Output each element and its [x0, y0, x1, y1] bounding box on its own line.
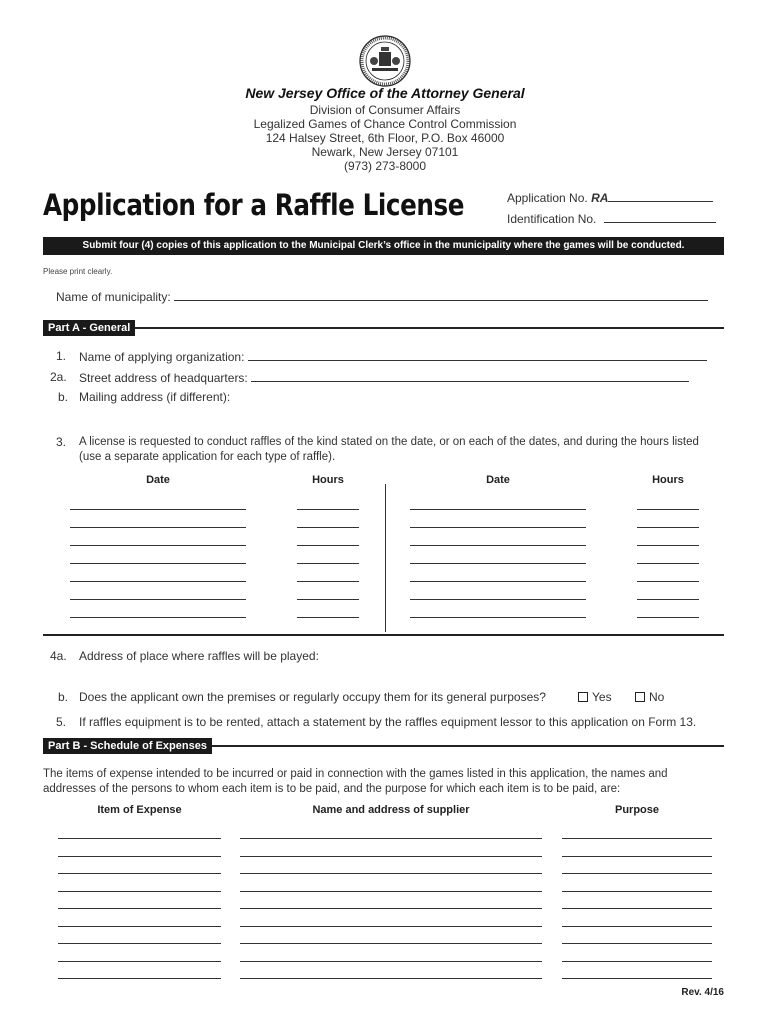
org-name-label: Name of applying organization:: [79, 350, 245, 364]
expense-item-line[interactable]: [58, 891, 221, 892]
q2a-number: 2a.: [50, 370, 67, 384]
hours-entry-line[interactable]: [637, 581, 699, 582]
col-date-right: Date: [486, 474, 510, 486]
hours-entry-line[interactable]: [637, 545, 699, 546]
city-address: Newark, New Jersey 07101: [311, 145, 459, 159]
premises-question: Does the applicant own the premises or regularly occupy them for its general purposes?: [79, 690, 546, 704]
yes-label: Yes: [592, 690, 612, 704]
equipment-rental-note: If raffles equipment is to be rented, attach a statement by the raffles equipment lessor to this application on Form 13.: [79, 715, 697, 729]
division-name: Division of Consumer Affairs: [309, 103, 461, 117]
purpose-line[interactable]: [562, 961, 712, 962]
mailing-address-label: Mailing address (if different):: [79, 390, 231, 404]
application-no-blank[interactable]: [608, 190, 713, 202]
state-seal-icon: [359, 35, 411, 87]
purpose-line[interactable]: [562, 943, 712, 944]
date-entry-line[interactable]: [70, 545, 246, 546]
expense-item-line[interactable]: [58, 978, 221, 979]
supplier-line[interactable]: [240, 873, 542, 874]
org-name-field[interactable]: [79, 349, 707, 364]
expense-item-line[interactable]: [58, 856, 221, 857]
part-b-label: Part B - Schedule of Expenses: [43, 738, 212, 754]
hours-entry-line[interactable]: [637, 509, 699, 510]
no-checkbox-box[interactable]: [635, 692, 645, 702]
col-purpose: Purpose: [614, 804, 659, 816]
q3-line2: (use a separate application for each type of raffle).: [79, 451, 336, 463]
org-name-blank[interactable]: [248, 349, 707, 361]
hours-entry-line[interactable]: [637, 527, 699, 528]
part-a-label: Part A - General: [43, 320, 135, 336]
date-entry-line[interactable]: [70, 509, 246, 510]
hours-entry-line[interactable]: [297, 617, 359, 618]
hq-address-label: Street address of headquarters:: [79, 371, 248, 385]
purpose-line[interactable]: [562, 926, 712, 927]
date-entry-line[interactable]: [410, 617, 586, 618]
date-entry-line[interactable]: [410, 581, 586, 582]
purpose-line[interactable]: [562, 838, 712, 839]
hours-entry-line[interactable]: [637, 599, 699, 600]
q5-number: 5.: [56, 715, 67, 729]
application-no-field[interactable]: [507, 190, 713, 205]
col-date-left: Date: [146, 474, 170, 486]
hours-entry-line[interactable]: [297, 527, 359, 528]
part-b-intro-line1: The items of expense intended to be incurred or paid in connection with the games listed in this application, the names and: [43, 768, 668, 780]
purpose-line[interactable]: [562, 891, 712, 892]
hours-entry-line[interactable]: [637, 563, 699, 564]
col-hours-right: Hours: [652, 474, 684, 486]
date-entry-line[interactable]: [410, 527, 586, 528]
yes-checkbox[interactable]: [578, 690, 612, 704]
purpose-line[interactable]: [562, 908, 712, 909]
supplier-line[interactable]: [240, 856, 542, 857]
no-checkbox[interactable]: [635, 690, 664, 704]
date-entry-line[interactable]: [410, 599, 586, 600]
col-item-of-expense: Item of Expense: [97, 804, 182, 816]
q4b-number: b.: [58, 690, 69, 704]
date-entry-line[interactable]: [70, 527, 246, 528]
raffle-location-label: Address of place where raffles will be played:: [79, 649, 319, 663]
yes-checkbox-box[interactable]: [578, 692, 588, 702]
identification-no-blank[interactable]: [604, 211, 716, 223]
hours-entry-line[interactable]: [297, 545, 359, 546]
date-entry-line[interactable]: [410, 563, 586, 564]
q4a-number: 4a.: [50, 649, 67, 663]
identification-no-label: Identification No.: [507, 212, 597, 226]
expense-item-line[interactable]: [58, 943, 221, 944]
application-no-prefix: RA: [591, 191, 609, 205]
municipality-field[interactable]: [56, 289, 708, 304]
date-entry-line[interactable]: [70, 581, 246, 582]
municipality-label: Name of municipality:: [56, 290, 171, 304]
hours-entry-line[interactable]: [297, 581, 359, 582]
supplier-line[interactable]: [240, 891, 542, 892]
purpose-line[interactable]: [562, 873, 712, 874]
hours-entry-line[interactable]: [297, 563, 359, 564]
no-label: No: [649, 690, 665, 704]
supplier-line[interactable]: [240, 978, 542, 979]
q1-number: 1.: [56, 349, 67, 363]
q3-text: [79, 435, 739, 465]
application-no-label: Application No.: [507, 191, 588, 205]
hq-address-field[interactable]: [79, 370, 689, 385]
date-entry-line[interactable]: [410, 545, 586, 546]
q2b-number: b.: [58, 390, 69, 404]
agency-name: New Jersey Office of the Attorney General: [245, 85, 525, 101]
col-supplier: Name and address of supplier: [312, 804, 470, 816]
schedule-column-divider: [385, 484, 386, 632]
phone-number: (973) 273-8000: [343, 159, 427, 173]
submit-instructions-banner: Submit four (4) copies of this application to the Municipal Clerk’s office in the municipality where the games will be conducted.: [43, 237, 724, 255]
commission-name: Legalized Games of Chance Control Commission: [253, 117, 517, 131]
supplier-line[interactable]: [240, 926, 542, 927]
date-entry-line[interactable]: [70, 617, 246, 618]
hours-entry-line[interactable]: [297, 509, 359, 510]
municipality-blank[interactable]: [174, 289, 708, 301]
expense-item-line[interactable]: [58, 926, 221, 927]
q3-number: 3.: [56, 435, 67, 449]
part-b-intro-line2: addresses of the persons to whom each item is to be paid, and the purpose for which each item is to be paid, are:: [43, 783, 621, 795]
part-a-divider: [43, 327, 724, 329]
purpose-line[interactable]: [562, 978, 712, 979]
supplier-line[interactable]: [240, 838, 542, 839]
hours-entry-line[interactable]: [637, 617, 699, 618]
supplier-line[interactable]: [240, 961, 542, 962]
part-b-intro: [43, 767, 668, 797]
expense-item-line[interactable]: [58, 908, 221, 909]
print-note: Please print clearly.: [43, 267, 113, 276]
date-entry-line[interactable]: [70, 599, 246, 600]
expense-item-line[interactable]: [58, 961, 221, 962]
supplier-line[interactable]: [240, 908, 542, 909]
col-hours-left: Hours: [312, 474, 344, 486]
revision-label: Rev. 4/16: [681, 987, 724, 998]
identification-no-field[interactable]: [507, 211, 716, 226]
schedule-bottom-rule: [43, 634, 724, 636]
purpose-line[interactable]: [562, 856, 712, 857]
q3-line1: A license is requested to conduct raffles of the kind stated on the date, or on each of the dates, and during the hours listed: [79, 436, 699, 448]
expense-item-line[interactable]: [58, 838, 221, 839]
page-title: Application for a Raffle License: [43, 188, 465, 222]
supplier-line[interactable]: [240, 943, 542, 944]
date-entry-line[interactable]: [410, 509, 586, 510]
hq-address-blank[interactable]: [251, 370, 689, 382]
street-address: 124 Halsey Street, 6th Floor, P.O. Box 46000: [265, 131, 505, 145]
hours-entry-line[interactable]: [297, 599, 359, 600]
expense-item-line[interactable]: [58, 873, 221, 874]
date-entry-line[interactable]: [70, 563, 246, 564]
